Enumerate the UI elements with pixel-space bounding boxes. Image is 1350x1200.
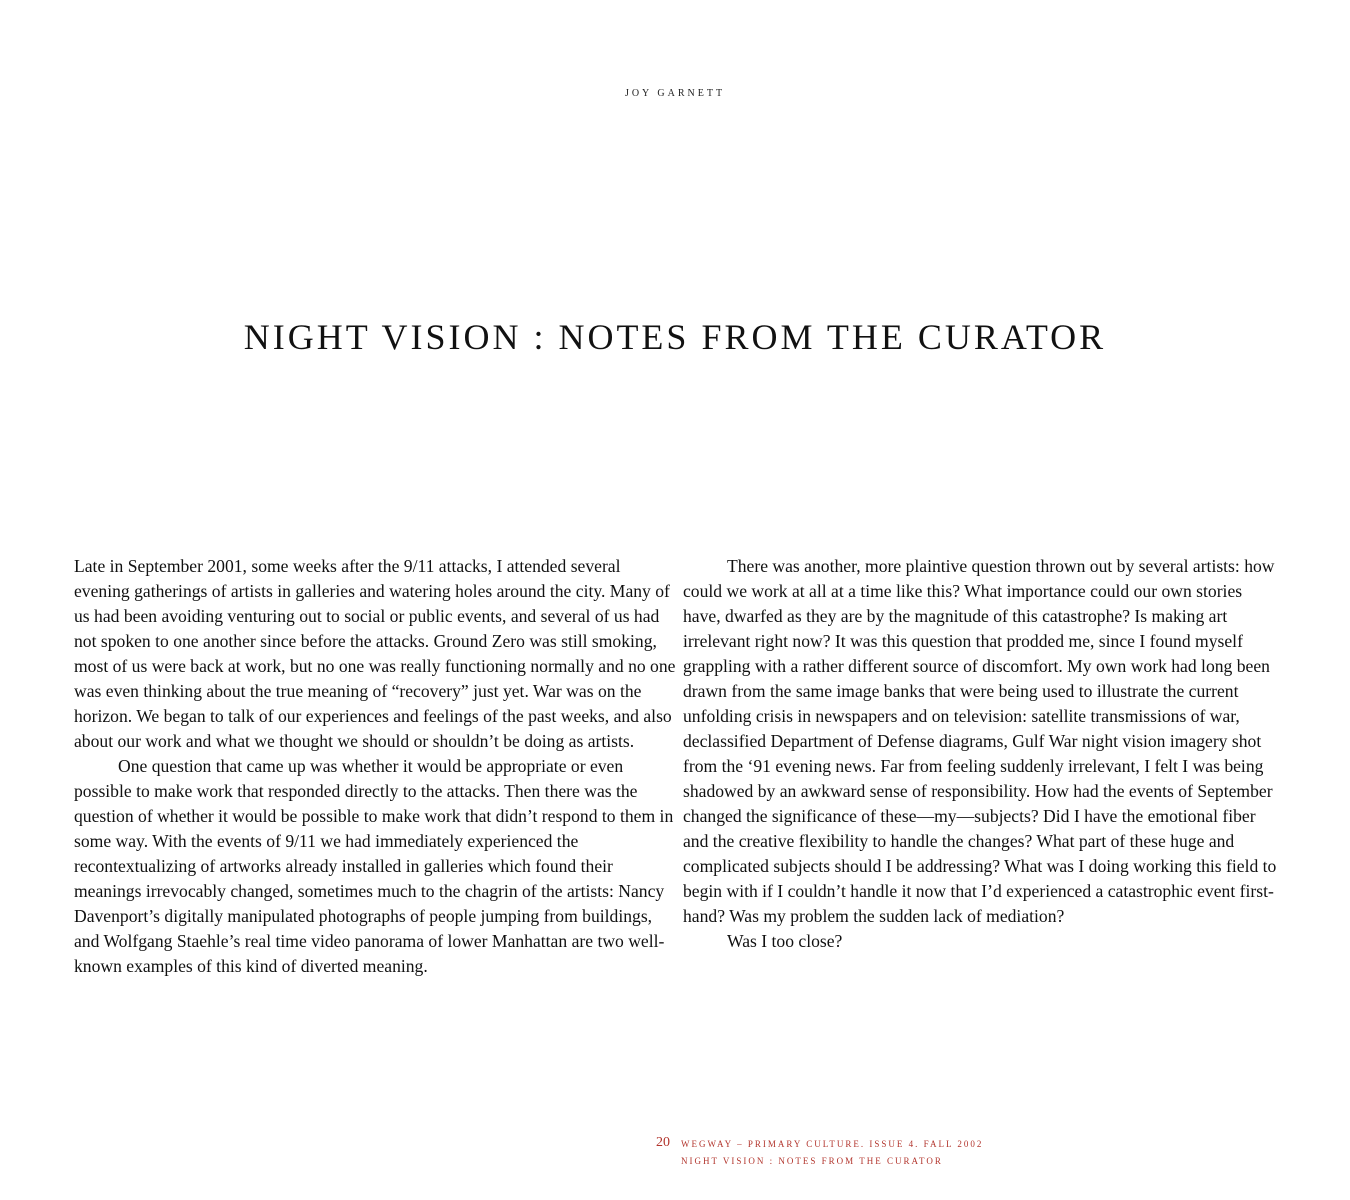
left-column bbox=[74, 554, 679, 979]
right-column bbox=[683, 554, 1281, 954]
paragraph: Was I too close? bbox=[727, 931, 843, 951]
paragraph: Late in September 2001, some weeks after the 9/11 attacks, I attended several evening gatherings of artists in galleries and watering holes around the city. Many of us had been avoiding venturing out to social or public events, and several of us had not spoken to one another since before the attacks. Ground Zero was still smoking, most of us were back at work, but no one was really functioning normally and no one was even thinking about the true meaning of “recovery” just yet. War was on the horizon. We began to talk of our experiences and feelings of the past weeks, and also about our work and what we thought we should or shouldn’t be doing as artists. bbox=[74, 556, 676, 751]
article-title: NIGHT VISION : NOTES FROM THE CURATOR bbox=[243, 317, 1107, 357]
page-number: 20 bbox=[656, 1135, 670, 1150]
section-title: NIGHT VISION : NOTES FROM THE CURATOR bbox=[681, 1156, 943, 1166]
paragraph: There was another, more plaintive question thrown out by several artists: how could we work at all at a time like this? What importance could our own stories have, dwarfed as they are by the magnitude of this catastrophe? Is making art irrelevant right now? It was this question that prodded me, since I found myself grappling with a rather different source of discomfort. My own work had long been drawn from the same image banks that were being used to illustrate the current unfolding crisis in newspapers and on television: satellite transmissions of war, declassified Department of Defense diagrams, Gulf War night vision imagery shot from the ‘91 evening news. Far from feeling suddenly irrelevant, I felt I was being shadowed by an awkward sense of responsibility. How had the events of September changed the significance of these—my—subjects? Did I have the emotional fiber and the creative flexibility to handle the changes? What part of these huge and complicated subjects should I be addressing? What was I doing working this field to begin with if I couldn’t handle it now that I’d experienced a catastrophic event first-hand? Was my problem the sudden lack of mediation? bbox=[683, 556, 1277, 926]
paragraph: One question that came up was whether it would be appropriate or even possible to make work that responded directly to the attacks. Then there was the question of whether it would be possible to make work that didn’t respond to them in some way. With the events of 9/11 we had immediately experienced the recontextualizing of artworks already installed in galleries which found their meanings irrevocably changed, sometimes much to the chagrin of the artists: Nancy Davenport’s digitally manipulated photographs of people jumping from buildings, and Wolfgang Staehle’s real time video panorama of lower Manhattan are two well-known examples of this kind of diverted meaning. bbox=[74, 756, 674, 976]
publication-info: WEGWAY – PRIMARY CULTURE. ISSUE 4. FALL 2002 bbox=[681, 1139, 984, 1149]
author-name: JOY GARNETT bbox=[624, 88, 726, 99]
